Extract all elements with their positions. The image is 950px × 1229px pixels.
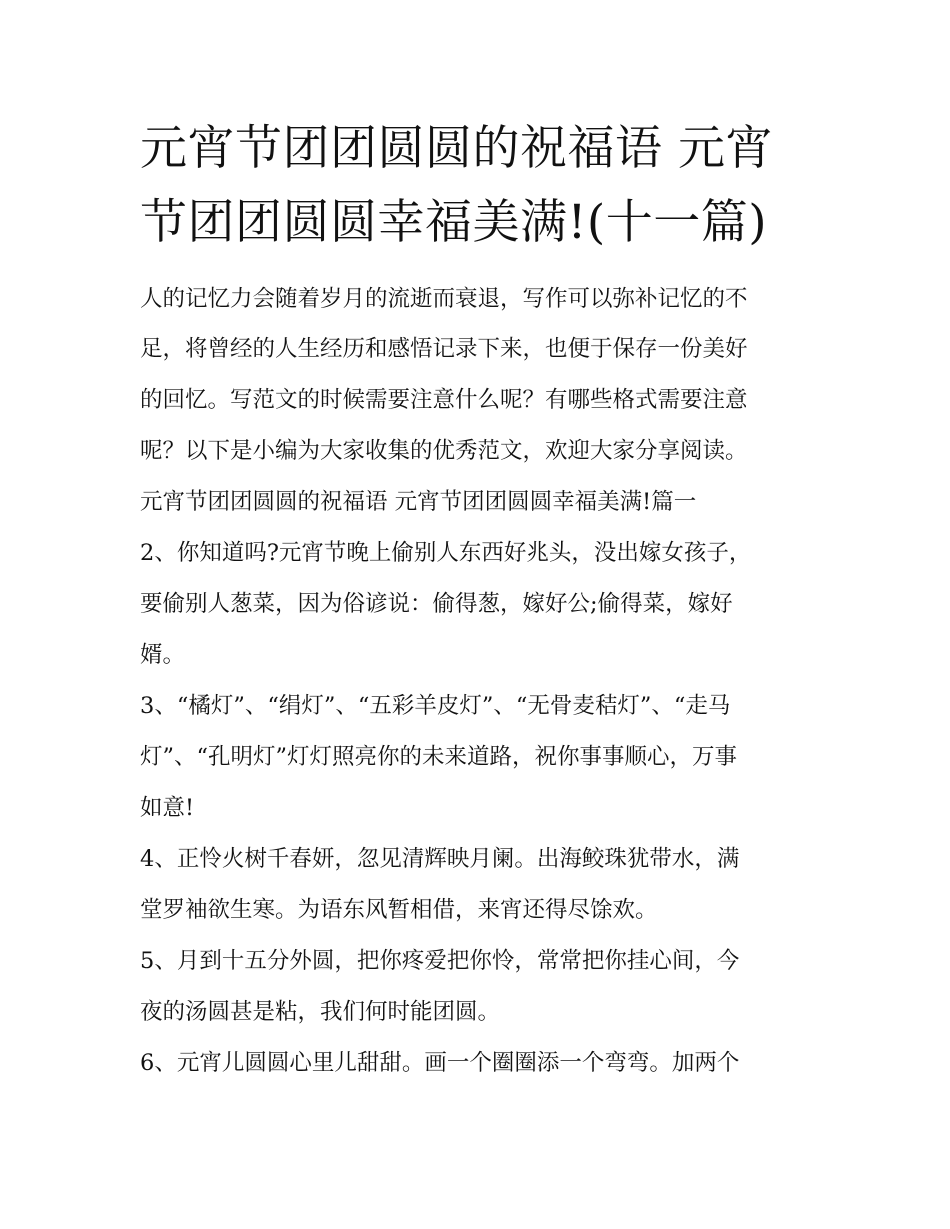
paragraph-line: 的回忆。写范文的时候需要注意什么呢？有哪些格式需要注意 — [140, 387, 748, 413]
paragraph-line: 呢？以下是小编为大家收集的优秀范文，欢迎大家分享阅读。 — [140, 438, 748, 464]
list-item-line: 夜的汤圆甚是粘，我们何时能团圆。 — [140, 999, 501, 1025]
list-item-line: 灯”、“孔明灯”灯灯照亮你的未来道路，祝你事事顺心，万事 — [140, 744, 738, 770]
list-item-line: 堂罗袖欲生寒。为语东风暂相借，来宵还得尽馀欢。 — [140, 897, 658, 923]
list-item-line: 2、你知道吗?元宵节晚上偷别人东西好兆头，没出嫁女孩子， — [140, 540, 752, 566]
title-line-1: 元宵节团团圆圆的祝福语 元宵 — [140, 121, 773, 176]
list-item-line: 5、月到十五分外圆，把你疼爱把你怜，常常把你挂心间，今 — [140, 948, 740, 974]
list-item-line: 要偷别人葱菜，因为俗谚说：偷得葱，嫁好公;偷得菜，嫁好 — [140, 591, 733, 617]
list-item-line: 3、“橘灯”、“绢灯”、“五彩羊皮灯”、“无骨麦秸灯”、“走马 — [140, 693, 731, 719]
list-item-line: 4、正怜火树千春妍，忽见清辉映月阑。出海鲛珠犹带水，满 — [140, 846, 740, 872]
list-item-line: 如意! — [140, 795, 195, 821]
document-title — [140, 112, 820, 260]
list-item-line: 婿。 — [140, 642, 186, 668]
list-item-line: 6、元宵儿圆圆心里儿甜甜。画一个圈圈添一个弯弯。加两个 — [140, 1050, 740, 1076]
section-heading-line: 元宵节团团圆圆的祝福语 元宵节团团圆圆幸福美满!篇一 — [140, 489, 697, 515]
paragraph-line: 足，将曾经的人生经历和感悟记录下来，也便于保存一份美好 — [140, 336, 748, 362]
title-line-2: 节团团圆圆幸福美满!(十一篇) — [140, 195, 768, 250]
paragraph-line: 人的记忆力会随着岁月的流逝而衰退，写作可以弥补记忆的不 — [140, 286, 748, 312]
